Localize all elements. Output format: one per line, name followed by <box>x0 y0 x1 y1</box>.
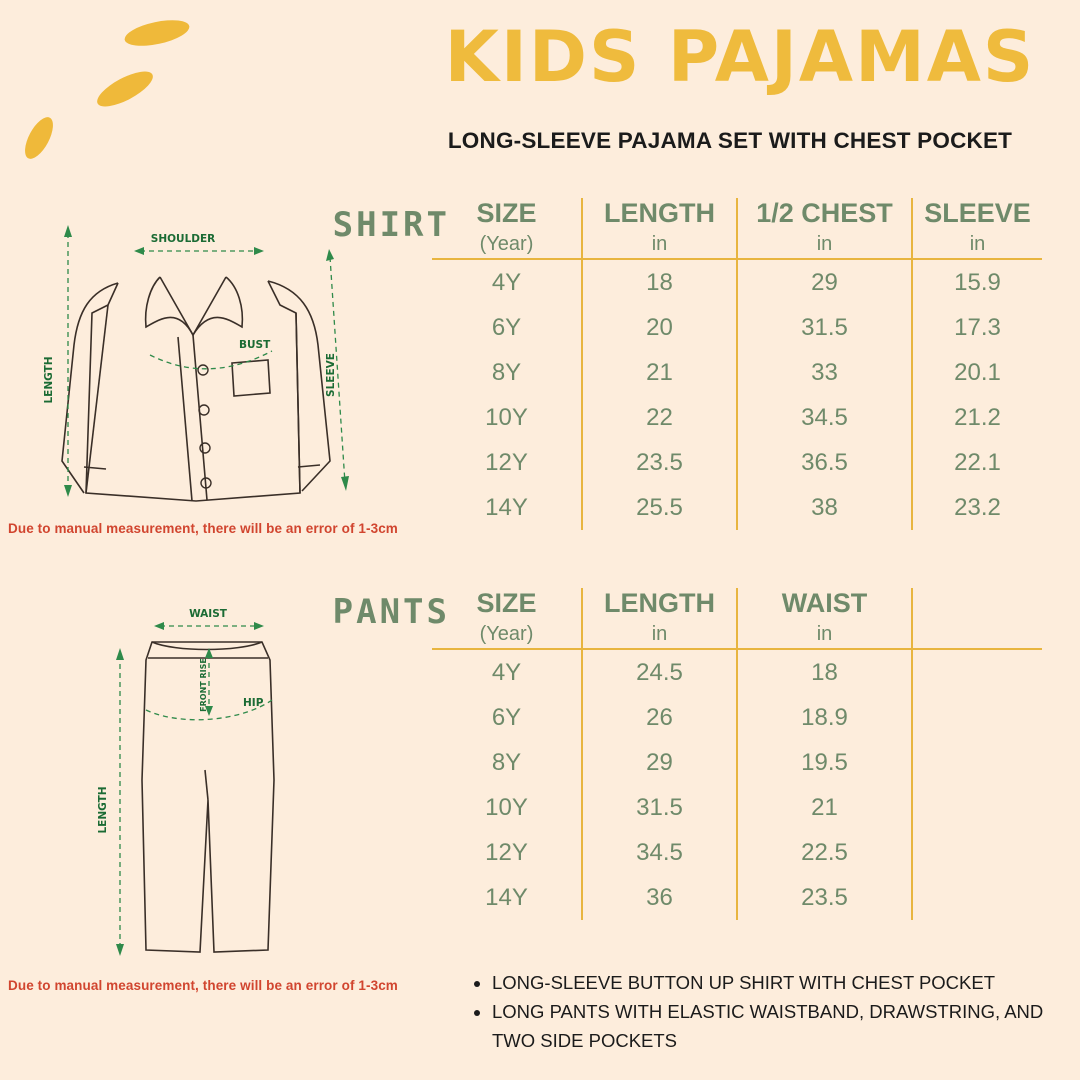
list-item: • LONG PANTS WITH ELASTIC WAISTBAND, DRAWSTRING, AND TWO SIDE POCKETS <box>492 997 1060 1055</box>
shirt-diagram <box>0 215 420 515</box>
table-header-row <box>432 198 1042 259</box>
column-header: SLEEVE in <box>912 198 1042 259</box>
column-header-empty <box>912 588 1042 649</box>
feature-list <box>470 968 1060 1055</box>
list-item: • LONG-SLEEVE BUTTON UP SHIRT WITH CHEST POCKET <box>492 968 1060 997</box>
table-row: 14Y 36 23.5 <box>432 875 1042 920</box>
svg-text:BUST: BUST <box>239 339 271 351</box>
table-row: 12Y 23.5 36.5 22.1 <box>432 440 1042 485</box>
table-row: 8Y 21 33 20.1 <box>432 350 1042 395</box>
svg-text:WAIST: WAIST <box>189 608 227 620</box>
table-row: 10Y 31.5 21 <box>432 785 1042 830</box>
table-row: 6Y 26 18.9 <box>432 695 1042 740</box>
table-row: 6Y 20 31.5 17.3 <box>432 305 1042 350</box>
column-header: WAIST in <box>737 588 912 649</box>
shirt-size-table <box>432 198 1042 530</box>
pants-size-table <box>432 588 1042 920</box>
column-header: LENGTH in <box>582 198 737 259</box>
svg-text:LENGTH: LENGTH <box>97 786 109 834</box>
pants-diagram <box>0 600 420 980</box>
column-header: LENGTH in <box>582 588 737 649</box>
column-header: SIZE (Year) <box>432 588 582 649</box>
page-subtitle: LONG-SLEEVE PAJAMA SET WITH CHEST POCKET <box>447 128 1013 153</box>
svg-text:LENGTH: LENGTH <box>43 356 55 404</box>
svg-text:SLEEVE: SLEEVE <box>325 353 337 397</box>
table-header-row <box>432 588 1042 649</box>
table-row: 12Y 34.5 22.5 <box>432 830 1042 875</box>
svg-text:FRONT RISE: FRONT RISE <box>199 658 208 712</box>
table-row: 4Y 18 29 15.9 <box>432 259 1042 305</box>
decorative-blob-icon <box>92 65 157 114</box>
table-row: 4Y 24.5 18 <box>432 649 1042 695</box>
decorative-blob-icon <box>122 15 191 50</box>
column-header: SIZE (Year) <box>432 198 582 259</box>
shirt-measurement-note: Due to manual measurement, there will be an error of 1-3cm <box>8 521 398 536</box>
page-title: KIDS PAJAMAS <box>444 16 1036 98</box>
column-header: 1/2 CHEST in <box>737 198 912 259</box>
section-label-shirt: SHIRT <box>332 205 450 245</box>
table-row: 14Y 25.5 38 23.2 <box>432 485 1042 530</box>
section-label-pants: PANTS <box>332 592 450 632</box>
decorative-blob-icon <box>19 113 58 163</box>
table-row: 10Y 22 34.5 21.2 <box>432 395 1042 440</box>
pants-measurement-note: Due to manual measurement, there will be an error of 1-3cm <box>8 978 398 993</box>
table-row: 8Y 29 19.5 <box>432 740 1042 785</box>
svg-text:SHOULDER: SHOULDER <box>150 233 216 245</box>
svg-text:HIP: HIP <box>243 697 264 709</box>
